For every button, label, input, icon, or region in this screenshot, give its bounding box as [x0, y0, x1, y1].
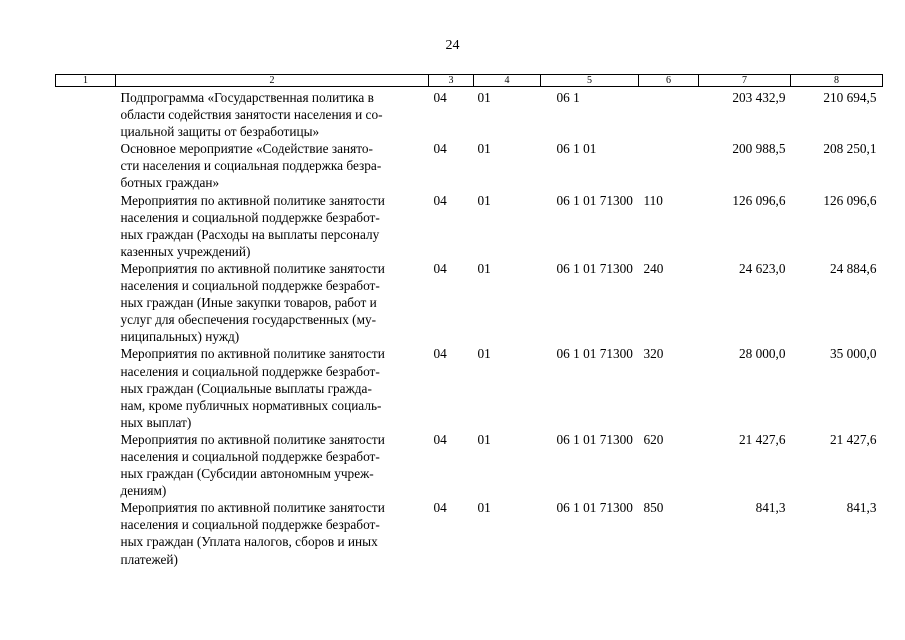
row-amount-col8-cell: 208 250,1 [823, 141, 877, 157]
table-row [56, 87, 883, 141]
row-name-line: Мероприятия по активной политике занятости [120, 346, 385, 362]
row-name-line: Мероприятия по активной политике занятости [120, 260, 385, 276]
row-subsection-cell: 01 [477, 500, 491, 516]
row-expense-type-cell: 110 [643, 192, 663, 208]
row-target-code-cell: 06 1 01 [556, 141, 597, 157]
row-subsection-cell: 01 [477, 431, 491, 447]
table-row [56, 499, 883, 567]
row-name-line: Мероприятия по активной политике занятости [120, 500, 385, 516]
row-subsection-cell: 01 [477, 192, 491, 208]
row-subsection-cell: 01 [477, 90, 491, 105]
row-subsection-cell: 01 [477, 260, 491, 276]
row-subsection-cell: 01 [477, 346, 491, 362]
header-cell-7: 7 [699, 75, 791, 87]
row-name-cell [116, 345, 429, 430]
row-empty-cell [56, 345, 116, 430]
table-row [56, 192, 883, 260]
row-amount-col7-cell: 841,3 [755, 500, 786, 516]
row-name-line: Подпрограмма «Государственная политика в [120, 90, 374, 105]
header-cell-2: 2 [116, 75, 429, 87]
row-name-line: услуг для обеспечения государственных (му- [120, 312, 377, 328]
row-amount-col7-cell: 21 427,6 [738, 431, 786, 447]
row-amount-col8-cell: 24 884,6 [829, 260, 877, 276]
header-cell-3: 3 [429, 75, 474, 87]
row-name-line: ных граждан (Уплата налогов, сборов и иных [120, 534, 378, 550]
row-name-line: Основное мероприятие «Содействие занято- [120, 141, 373, 157]
row-expense-type-cell: 620 [643, 431, 664, 447]
row-name-cell [116, 140, 429, 191]
row-section-cell: 04 [433, 346, 447, 362]
header-cell-1: 1 [56, 75, 116, 87]
header-cell-8: 8 [791, 75, 883, 87]
table-row [56, 140, 883, 191]
row-name-line: населения и социальной поддержке безработ- [120, 363, 380, 379]
row-amount-col7-cell: 203 432,9 [732, 90, 786, 105]
row-name-line: Мероприятия по активной политике занятости [120, 431, 385, 447]
row-empty-cell [56, 87, 116, 141]
row-amount-col8-cell: 126 096,6 [823, 192, 877, 208]
row-name-line: ных граждан (Социальные выплаты гражда- [120, 380, 372, 396]
row-expense-type-cell [639, 87, 699, 141]
row-name-line: дениям) [120, 483, 167, 499]
row-section-cell: 04 [433, 90, 447, 105]
row-target-code-cell: 06 1 01 71300 [556, 260, 633, 276]
row-name-cell [116, 431, 429, 499]
row-name-cell [116, 260, 429, 345]
row-empty-cell [56, 140, 116, 191]
row-expense-type-cell: 850 [643, 500, 664, 516]
row-section-cell: 04 [433, 141, 447, 157]
row-target-code-cell: 06 1 01 71300 [556, 346, 633, 362]
row-target-code-cell: 06 1 01 71300 [556, 431, 633, 447]
row-name-line: ных граждан (Субсидии автономным учреж- [120, 466, 374, 482]
header-cell-6: 6 [639, 75, 699, 87]
row-amount-col7-cell: 126 096,6 [732, 192, 786, 208]
header-cell-4: 4 [474, 75, 541, 87]
row-section-cell: 04 [433, 260, 447, 276]
row-name-line: населения и социальной поддержке безработ- [120, 448, 380, 464]
row-name-line: ных выплат) [120, 414, 192, 430]
row-amount-col8-cell: 210 694,5 [823, 90, 877, 105]
row-amount-col7-cell: 200 988,5 [732, 141, 786, 157]
row-section-cell: 04 [433, 500, 447, 516]
row-amount-col8-cell: 841,3 [846, 500, 877, 516]
page-number: 24 [445, 38, 460, 53]
budget-table [55, 74, 883, 568]
row-name-line: ботных граждан» [120, 175, 220, 191]
header-cell-5: 5 [541, 75, 639, 87]
row-name-cell [116, 192, 429, 260]
row-empty-cell [56, 260, 116, 345]
row-name-line: ных граждан (Иные закупки товаров, работ и [120, 295, 377, 311]
row-name-line: ниципальных) нужд) [120, 329, 240, 345]
row-name-line: сти населения и социальная поддержка безра- [120, 158, 382, 174]
table-row [56, 345, 883, 430]
row-target-code-cell: 06 1 [556, 90, 580, 105]
row-amount-col7-cell: 24 623,0 [738, 260, 786, 276]
table-header-row [56, 75, 883, 87]
row-name-line: населения и социальной поддержке безработ- [120, 209, 380, 225]
row-target-code-cell: 06 1 01 71300 [556, 500, 633, 516]
row-name-line: казенных учреждений) [120, 243, 251, 259]
row-expense-type-cell: 320 [643, 346, 664, 362]
row-amount-col7-cell: 28 000,0 [738, 346, 786, 362]
row-empty-cell [56, 192, 116, 260]
row-empty-cell [56, 499, 116, 567]
row-empty-cell [56, 431, 116, 499]
table-body [56, 87, 883, 568]
row-name-line: нам, кроме публичных нормативных социаль- [120, 397, 382, 413]
row-section-cell: 04 [433, 431, 447, 447]
row-name-line: населения и социальной поддержке безработ- [120, 517, 380, 533]
table-row [56, 431, 883, 499]
row-name-line: Мероприятия по активной политике занятости [120, 192, 385, 208]
table-row [56, 260, 883, 345]
row-amount-col8-cell: 35 000,0 [829, 346, 877, 362]
row-name-line: области содействия занятости населения и со- [120, 107, 383, 123]
row-name-line: населения и социальной поддержке безработ- [120, 278, 380, 294]
row-expense-type-cell: 240 [643, 260, 664, 276]
row-target-code-cell: 06 1 01 71300 [556, 192, 633, 208]
row-amount-col8-cell: 21 427,6 [829, 431, 877, 447]
row-section-cell: 04 [433, 192, 447, 208]
row-name-cell [116, 87, 429, 141]
row-name-line: циальной защиты от безработицы» [120, 124, 320, 140]
row-name-line: платежей) [120, 551, 178, 567]
row-name-cell [116, 499, 429, 567]
row-expense-type-cell [639, 140, 699, 191]
row-subsection-cell: 01 [477, 141, 491, 157]
row-name-line: ных граждан (Расходы на выплаты персоналу [120, 226, 380, 242]
